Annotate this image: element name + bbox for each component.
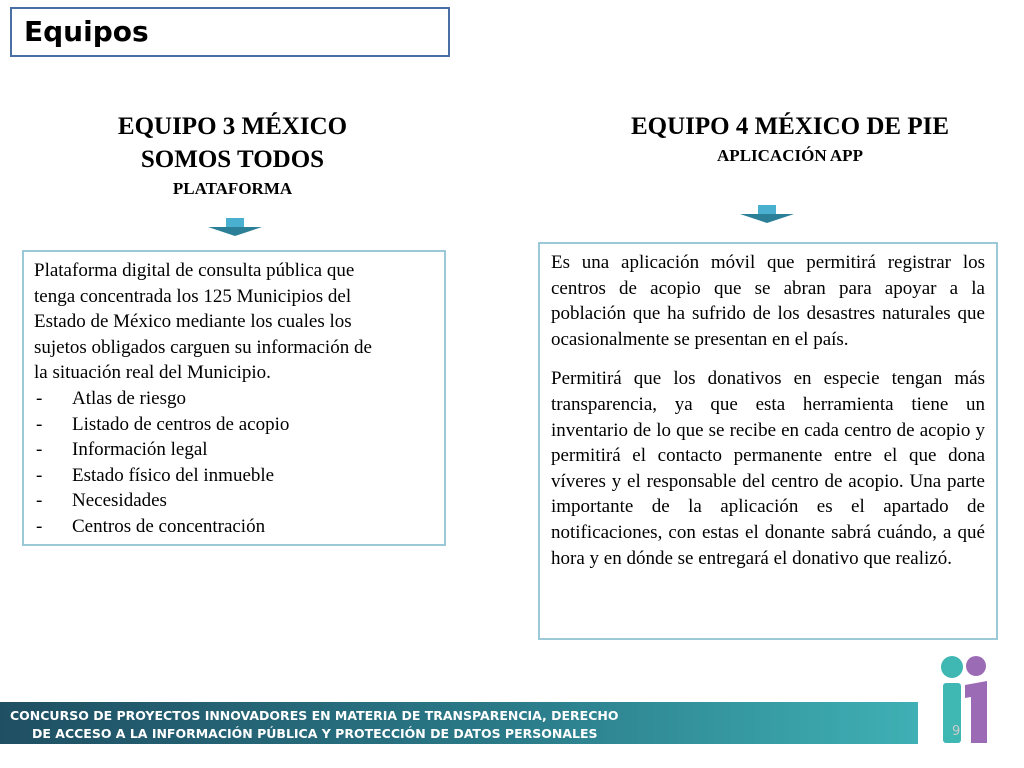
team-right-description-card bbox=[538, 242, 998, 640]
team-left-heading bbox=[60, 110, 405, 202]
list-item: - Centros de concentración bbox=[34, 514, 434, 540]
team-right-name: EQUIPO 4 MÉXICO DE PIE bbox=[630, 113, 950, 140]
list-item: - Información legal bbox=[34, 437, 434, 463]
team-right-paragraph-1: Es una aplicación móvil que permitirá registrar los centros de acopio que se abran para apoyar a la población que ha sufrido de los desastres naturales que ocasionalmente se presentan en el país. bbox=[551, 252, 985, 350]
team-left-name-line1: EQUIPO 3 MÉXICO bbox=[117, 113, 348, 140]
infoem-logo-icon bbox=[938, 655, 992, 747]
team-left-intro-line: sujetos obligados carguen su información de bbox=[34, 336, 372, 358]
slide-title-box bbox=[10, 7, 450, 57]
slide-title: Equipos bbox=[24, 15, 149, 48]
list-item: - Necesidades bbox=[34, 488, 434, 514]
list-item: - Estado físico del inmueble bbox=[34, 463, 434, 489]
team-right-type: APLICACIÓN APP bbox=[717, 146, 863, 165]
team-left-intro-line: Estado de México mediante los cuales los bbox=[34, 311, 352, 333]
team-left-description-card bbox=[22, 250, 446, 546]
team-right-paragraph-2: Permitirá que los donativos en especie tengan más transparencia, ya que esta herramienta tiene un inventario de lo que se recibe en cada centro de acopio y permitirá el contacto permanente entre el que dona víveres y el responsable del centro de acopio. Una parte importante de la aplicación es el apartado de notificaciones, con estas el donante sabrá cuándo, a qué hora y en dónde se entregará el donativo que realizó. bbox=[551, 368, 985, 569]
page-number: 9 bbox=[952, 724, 961, 739]
list-item: - Atlas de riesgo bbox=[34, 386, 434, 412]
team-left-name-line2: SOMOS TODOS bbox=[140, 146, 325, 173]
team-left-feature-list bbox=[34, 386, 434, 540]
list-item: - Listado de centros de acopio bbox=[34, 412, 434, 438]
down-arrow-icon bbox=[208, 218, 262, 236]
team-left-intro-line: tenga concentrada los 125 Municipios del bbox=[34, 285, 352, 307]
team-left-intro-line: la situación real del Municipio. bbox=[34, 362, 271, 384]
team-left-type: PLATAFORMA bbox=[172, 179, 293, 198]
footer-line-2: DE ACCESO A LA INFORMACIÓN PÚBLICA Y PROTECCIÓN DE DATOS PERSONALES bbox=[32, 726, 598, 741]
team-right-heading bbox=[560, 110, 1020, 169]
down-arrow-icon bbox=[740, 205, 794, 223]
footer-line-1: CONCURSO DE PROYECTOS INNOVADORES EN MATERIA DE TRANSPARENCIA, DERECHO bbox=[10, 708, 619, 723]
team-left-intro-line: Plataforma digital de consulta pública que bbox=[34, 260, 355, 281]
